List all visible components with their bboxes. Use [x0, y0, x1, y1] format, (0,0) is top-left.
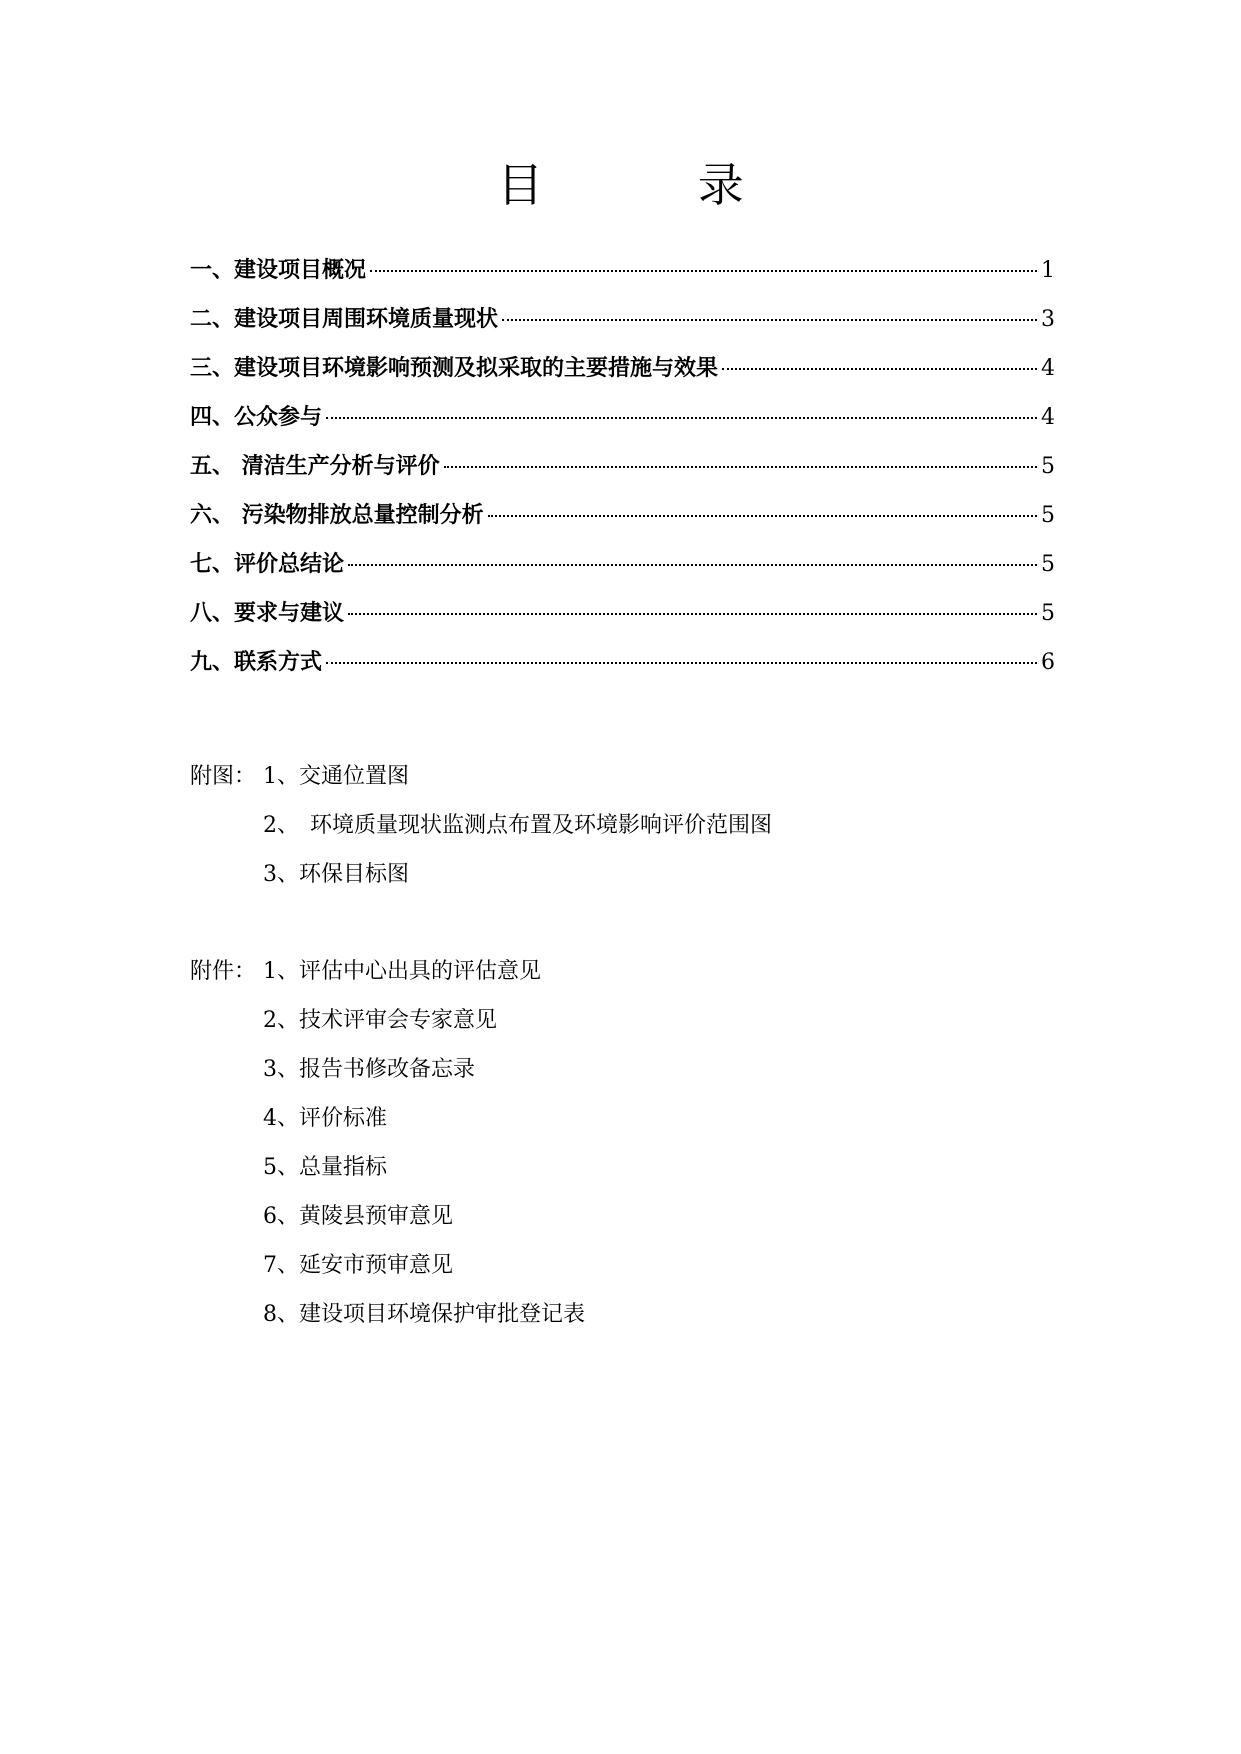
toc-entry[interactable] [190, 550, 1055, 599]
toc-entry-page: 5 [1041, 454, 1055, 479]
toc-leader-dots [348, 613, 1037, 615]
toc-leader-dots [488, 515, 1037, 517]
toc-leader-dots [326, 662, 1037, 664]
toc-entry-label: 二、建设项目周围环境质量现状 [190, 307, 499, 332]
toc-entry-page: 4 [1041, 405, 1055, 430]
appendix-attachment-item: 6、黄陵县预审意见 [263, 1204, 453, 1229]
toc-entry-page: 1 [1041, 258, 1055, 283]
appendix-attachment-item: 2、技术评审会专家意见 [263, 1008, 497, 1033]
appendix-attachment-item: 3、报告书修改备忘录 [263, 1057, 475, 1082]
toc-leader-dots [722, 368, 1037, 370]
toc-entry[interactable] [190, 599, 1055, 648]
list-item [190, 1251, 1090, 1300]
appendix-attachments-prefix: 附件： [190, 959, 257, 984]
appendix-attachment-item: 5、总量指标 [263, 1155, 387, 1180]
page-title: 目 录 [497, 158, 814, 212]
toc-leader-dots [444, 466, 1037, 468]
toc-entry-label: 四、公众参与 [190, 405, 323, 430]
toc-entry-label: 七、评价总结论 [190, 552, 345, 577]
toc-entry[interactable] [190, 501, 1055, 550]
toc-entry-page: 3 [1041, 307, 1055, 332]
toc-entry-page: 5 [1041, 601, 1055, 626]
table-of-contents [190, 256, 1055, 697]
appendix-figure-item: 1、交通位置图 [263, 764, 409, 789]
appendix-attachment-item: 1、评估中心出具的评估意见 [263, 959, 541, 984]
toc-entry-page: 5 [1041, 552, 1055, 577]
appendix-attachment-item: 7、延安市预审意见 [263, 1253, 453, 1278]
toc-entry-page: 6 [1041, 650, 1055, 675]
toc-entry-page: 4 [1041, 356, 1055, 381]
toc-entry-label: 九、联系方式 [190, 650, 323, 675]
list-item [190, 811, 1090, 860]
toc-entry[interactable] [190, 354, 1055, 403]
toc-leader-dots [370, 270, 1037, 272]
list-item [190, 1006, 1090, 1055]
appendix-figure-item: 3、环保目标图 [263, 862, 409, 887]
toc-entry-page: 5 [1041, 503, 1055, 528]
toc-entry-label: 五、 清洁生产分析与评价 [190, 454, 440, 479]
appendix-figure-item: 2、 环境质量现状监测点布置及环境影响评价范围图 [263, 813, 772, 838]
list-item [190, 957, 1090, 1006]
toc-entry-label: 八、要求与建议 [190, 601, 345, 626]
toc-entry[interactable] [190, 256, 1055, 305]
toc-leader-dots [348, 564, 1037, 566]
list-item [190, 762, 1090, 811]
toc-entry[interactable] [190, 452, 1055, 501]
list-item [190, 860, 1090, 909]
appendix-figures-list [190, 762, 1090, 909]
toc-entry[interactable] [190, 648, 1055, 697]
toc-entry-label: 一、建设项目概况 [190, 258, 367, 283]
appendix-attachments-list [190, 957, 1090, 1349]
list-item [190, 1055, 1090, 1104]
list-item [190, 1104, 1090, 1153]
toc-entry-label: 三、建设项目环境影响预测及拟采取的主要措施与效果 [190, 356, 719, 381]
toc-entry[interactable] [190, 305, 1055, 354]
toc-leader-dots [326, 417, 1037, 419]
appendix-figures-prefix: 附图： [190, 764, 257, 789]
toc-leader-dots [502, 319, 1037, 321]
toc-entry-label: 六、 污染物排放总量控制分析 [190, 503, 484, 528]
appendix-attachment-item: 4、评价标准 [263, 1106, 387, 1131]
appendix-attachment-item: 8、建设项目环境保护审批登记表 [263, 1302, 585, 1327]
list-item [190, 1202, 1090, 1251]
list-item [190, 1153, 1090, 1202]
toc-entry[interactable] [190, 403, 1055, 452]
list-item [190, 1300, 1090, 1349]
